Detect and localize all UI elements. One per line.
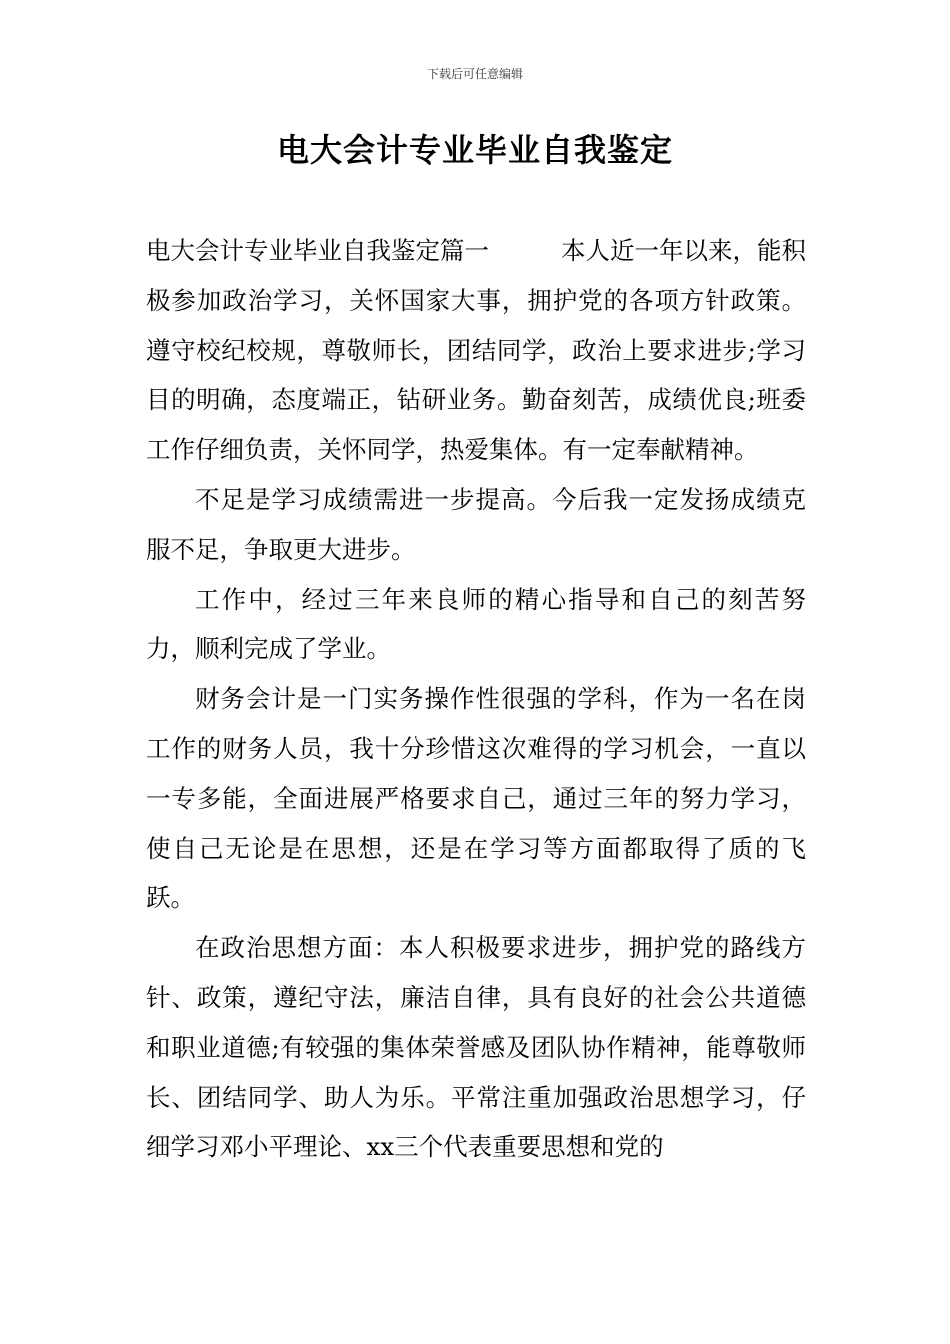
document-title: 电大会计专业毕业自我鉴定 xyxy=(276,131,673,169)
intro-paragraph xyxy=(146,226,806,475)
header-note: 下载后可任意编辑 xyxy=(426,67,523,81)
body-paragraph-2: 工作中，经过三年来良师的精心指导和自己的刻苦努力，顺利完成了学业。 xyxy=(146,584,806,664)
intro-text: 本人近一年以来，能积极参加政治学习，关怀国家大事，拥护党的各项方针政策。遵守校纪校规，尊敬师长，团结同学，政治上要求进步;学习目的明确，态度端正，钻研业务。勤奋刻苦，成绩优良;班委工作仔细负责，关怀同学，热爱集体。有一定奉献精神。 xyxy=(146,236,806,465)
body-paragraph-4: 在政治思想方面：本人积极要求进步，拥护党的路线方针、政策，遵纪守法，廉洁自律，具有良好的社会公共道德和职业道德;有较强的集体荣誉感及团队协作精神，能尊敬师长、团结同学、助人为乐。平常注重加强政治思想学习，仔细学习邓小平理论、xx三个代表重要思想和党的 xyxy=(146,933,806,1162)
body-paragraph-1: 不足是学习成绩需进一步提高。今后我一定发扬成绩克服不足，争取更大进步。 xyxy=(146,484,806,564)
intro-heading: 电大会计专业毕业自我鉴定篇一 xyxy=(146,236,489,265)
document-body xyxy=(146,226,806,1172)
body-paragraph-3: 财务会计是一门实务操作性很强的学科，作为一名在岗工作的财务人员，我十分珍惜这次难得的学习机会，一直以一专多能，全面进展严格要求自己，通过三年的努力学习，使自己无论是在思想，还是在学习等方面都取得了质的飞跃。 xyxy=(146,684,806,913)
